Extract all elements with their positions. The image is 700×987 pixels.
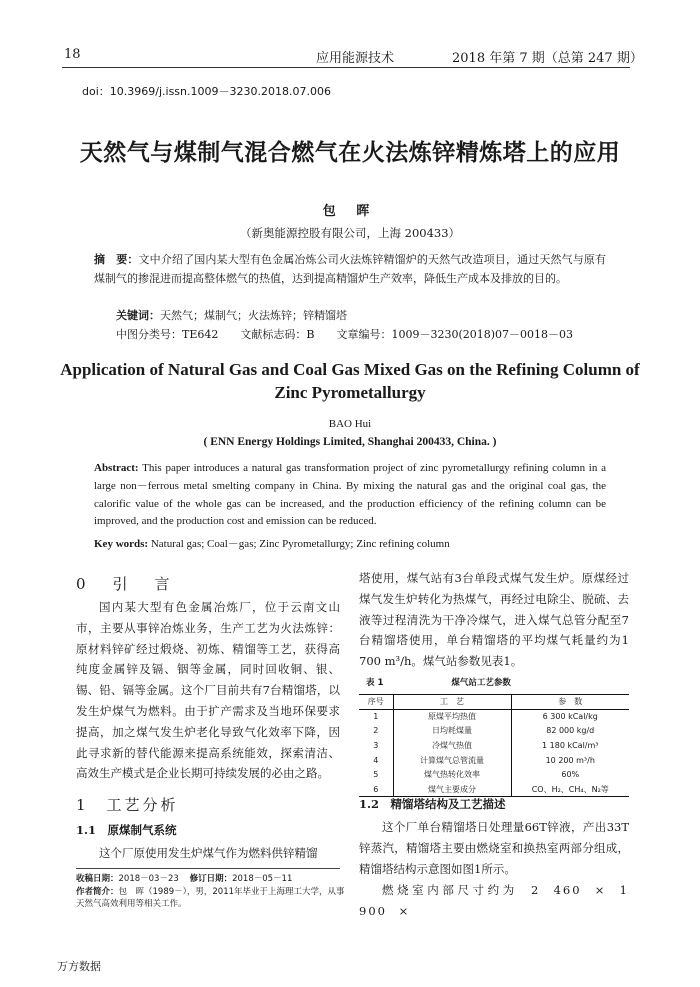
table-header-row xyxy=(359,695,629,710)
section-1-heading: 1 工艺分析 xyxy=(76,796,179,814)
abstract-en-label: Abstract: xyxy=(94,462,139,474)
table-1-label: 表 1 xyxy=(366,678,384,688)
table-row xyxy=(359,709,629,724)
table-row xyxy=(359,782,629,797)
table-header-cell: 序号 xyxy=(359,695,393,710)
subsection-1-2-heading: 1.2 精馏塔结构及工艺描述 xyxy=(359,797,506,811)
table-cell: 2 xyxy=(359,724,393,739)
table-1-title: 煤气站工艺参数 xyxy=(451,678,511,688)
abstract-cn-label: 摘 要： xyxy=(94,253,139,266)
table-1-caption xyxy=(366,676,511,688)
bio-label: 作者简介： xyxy=(76,886,119,897)
title-en: Application of Natural Gas and Coal Gas Mixed Gas on the Refining Column of Zinc Pyrometallurgy xyxy=(60,360,640,402)
table-cell: 10 200 m³/h xyxy=(545,755,595,765)
table-row xyxy=(359,753,629,768)
doi: doi：10.3969/j.issn.1009－3230.2018.07.006 xyxy=(82,85,331,98)
author-cn: 包 晖 xyxy=(322,204,378,219)
subsection-1-2-paragraph-2: 燃烧室内部尺寸约为 2 460 × 1 900 × xyxy=(359,883,629,918)
footnote-dates xyxy=(76,873,346,886)
abstract-cn xyxy=(94,250,606,288)
affiliation-en: ( ENN Energy Holdings Limited, Shanghai 200433, China. ) xyxy=(203,436,497,448)
section-1-1-continued: 塔使用，煤气站有3台单段式煤气发生炉。原煤经过煤气发生炉转化为热煤气，再经过电除尘、脱硫、去液等过程清洗为干净冷煤气，进入煤气总管分配至7台精馏塔使用，单台精馏塔的平均煤气耗量约为1 700 m³/h。煤气站参数见表1。 xyxy=(359,571,629,669)
abstract-en xyxy=(94,460,606,531)
revised-label: 修订日期： xyxy=(189,874,233,884)
table-cell: 计算煤气总管流量 xyxy=(393,753,511,768)
subsection-1-1-heading: 1.1 原煤制气系统 xyxy=(76,823,177,837)
keywords-en-text: Natural gas; Coal－gas; Zinc Pyrometallurgy; Zinc refining column xyxy=(148,538,450,550)
keywords-en xyxy=(94,535,450,551)
table-cell: 5 xyxy=(359,767,393,782)
title-cn: 天然气与煤制气混合燃气在火法炼锌精炼塔上的应用 xyxy=(79,139,621,166)
table-1 xyxy=(359,694,629,797)
footnote-bio xyxy=(76,886,346,911)
article-number: 文章编号：1009－3230(2018)07－0018－03 xyxy=(336,328,574,341)
footnote xyxy=(76,873,346,911)
received-date: 2018－03－23 xyxy=(118,874,179,884)
doc-code: 文献标志码：B xyxy=(240,328,315,341)
bio-text: 包 晖（1989－），男，2011年毕业于上海理工大学，从事天然气高效利用等相关工作。 xyxy=(76,886,345,909)
author-en: BAO Hui xyxy=(328,418,372,430)
table-cell: 82 000 kg/d xyxy=(546,726,595,736)
table-cell: 1 180 kCal/m³ xyxy=(542,741,599,751)
header-rule xyxy=(62,67,630,68)
keywords-cn-label: 关键词： xyxy=(116,309,160,322)
table-cell: 原煤平均热值 xyxy=(393,709,511,724)
table-cell: 6 300 kCal/kg xyxy=(542,712,598,722)
table-cell: 冷煤气热值 xyxy=(393,738,511,753)
section-0-heading: 0 引 言 xyxy=(76,575,176,593)
table-cell: 4 xyxy=(359,753,393,768)
table-cell: 日均耗煤量 xyxy=(393,724,511,739)
page-number: 18 xyxy=(64,47,81,62)
affiliation-cn: （新奥能源控股有限公司，上海 200433） xyxy=(239,226,461,240)
table-row xyxy=(359,767,629,782)
table-header-cell: 工 艺 xyxy=(393,695,511,710)
table-cell: CO、H₂、CH₄、N₂等 xyxy=(531,784,609,794)
keywords-cn xyxy=(116,307,347,323)
subsection-1-2-paragraph: 这个厂单台精馏塔日处理量66T锌液，产出33T锌蒸汽，精馏塔主要由燃烧室和换热室两部分组成，精馏塔结构示意图如图1所示。 xyxy=(359,820,629,876)
table-row xyxy=(359,724,629,739)
clc-number: 中图分类号：TE642 xyxy=(116,328,219,341)
table-cell: 1 xyxy=(359,709,393,724)
keywords-cn-text: 天然气；煤制气；火法炼锌；锌精馏塔 xyxy=(160,309,347,322)
table-cell: 6 xyxy=(359,782,393,797)
table-cell: 3 xyxy=(359,738,393,753)
footer-watermark: 万方数据 xyxy=(57,960,101,973)
journal-name: 应用能源技术 xyxy=(316,51,395,66)
table-cell: 煤气主要成分 xyxy=(393,782,511,797)
issue-info: 2018 年第 7 期（总第 247 期） xyxy=(452,51,643,66)
abstract-cn-text: 文中介绍了国内某大型有色金属冶炼公司火法炼锌精馏炉的天然气改造项目，通过天然气与原有煤制气的掺混进而提高整体燃气的热值，达到提高精馏炉生产效率，降低生产成本及排放的目的。 xyxy=(94,253,607,285)
subsection-1-1-paragraph: 这个厂原使用发生炉煤气作为燃料供锌精馏 xyxy=(99,846,318,860)
abstract-en-text: This paper introduces a natural gas transformation project of zinc pyrometallurgy refining column in a large non－ferrous metal smelting company in China. By mixing the natural gas and the original coal gas, the calorific value of the whole gas can be increased, and the production efficiency of the refining column can be improved, and the production cost and emission can be reduced. xyxy=(94,462,606,528)
table-header-cell: 参 数 xyxy=(558,697,583,707)
received-label: 收稿日期： xyxy=(76,874,119,884)
table-row xyxy=(359,738,629,753)
classification xyxy=(116,326,595,342)
table-cell: 60% xyxy=(561,770,580,780)
table-cell: 煤气热转化效率 xyxy=(393,767,511,782)
footnote-rule xyxy=(76,868,340,869)
section-0-paragraph: 国内某大型有色金属冶炼厂，位于云南文山市，主要从事锌冶炼业务，生产工艺为火法炼锌：原材料锌矿经过煅烧、初炼、精馏等工艺，获得高纯度金属锌及镉、铟等金属，同时回收铜、银、锡、铅、镉等金属。这个厂目前共有7台精馏塔，以发生炉煤气为燃料。由于扩产需求及当地环保要求提高，加之煤气发生炉老化导致气化效率下降，因此寻求新的替代能源来提高系统能效，探索清洁、高效生产模式是企业长期可持续发展的必由之路。 xyxy=(76,600,340,781)
keywords-en-label: Key words: xyxy=(94,538,149,550)
revised-date: 2018－05－11 xyxy=(232,874,293,884)
